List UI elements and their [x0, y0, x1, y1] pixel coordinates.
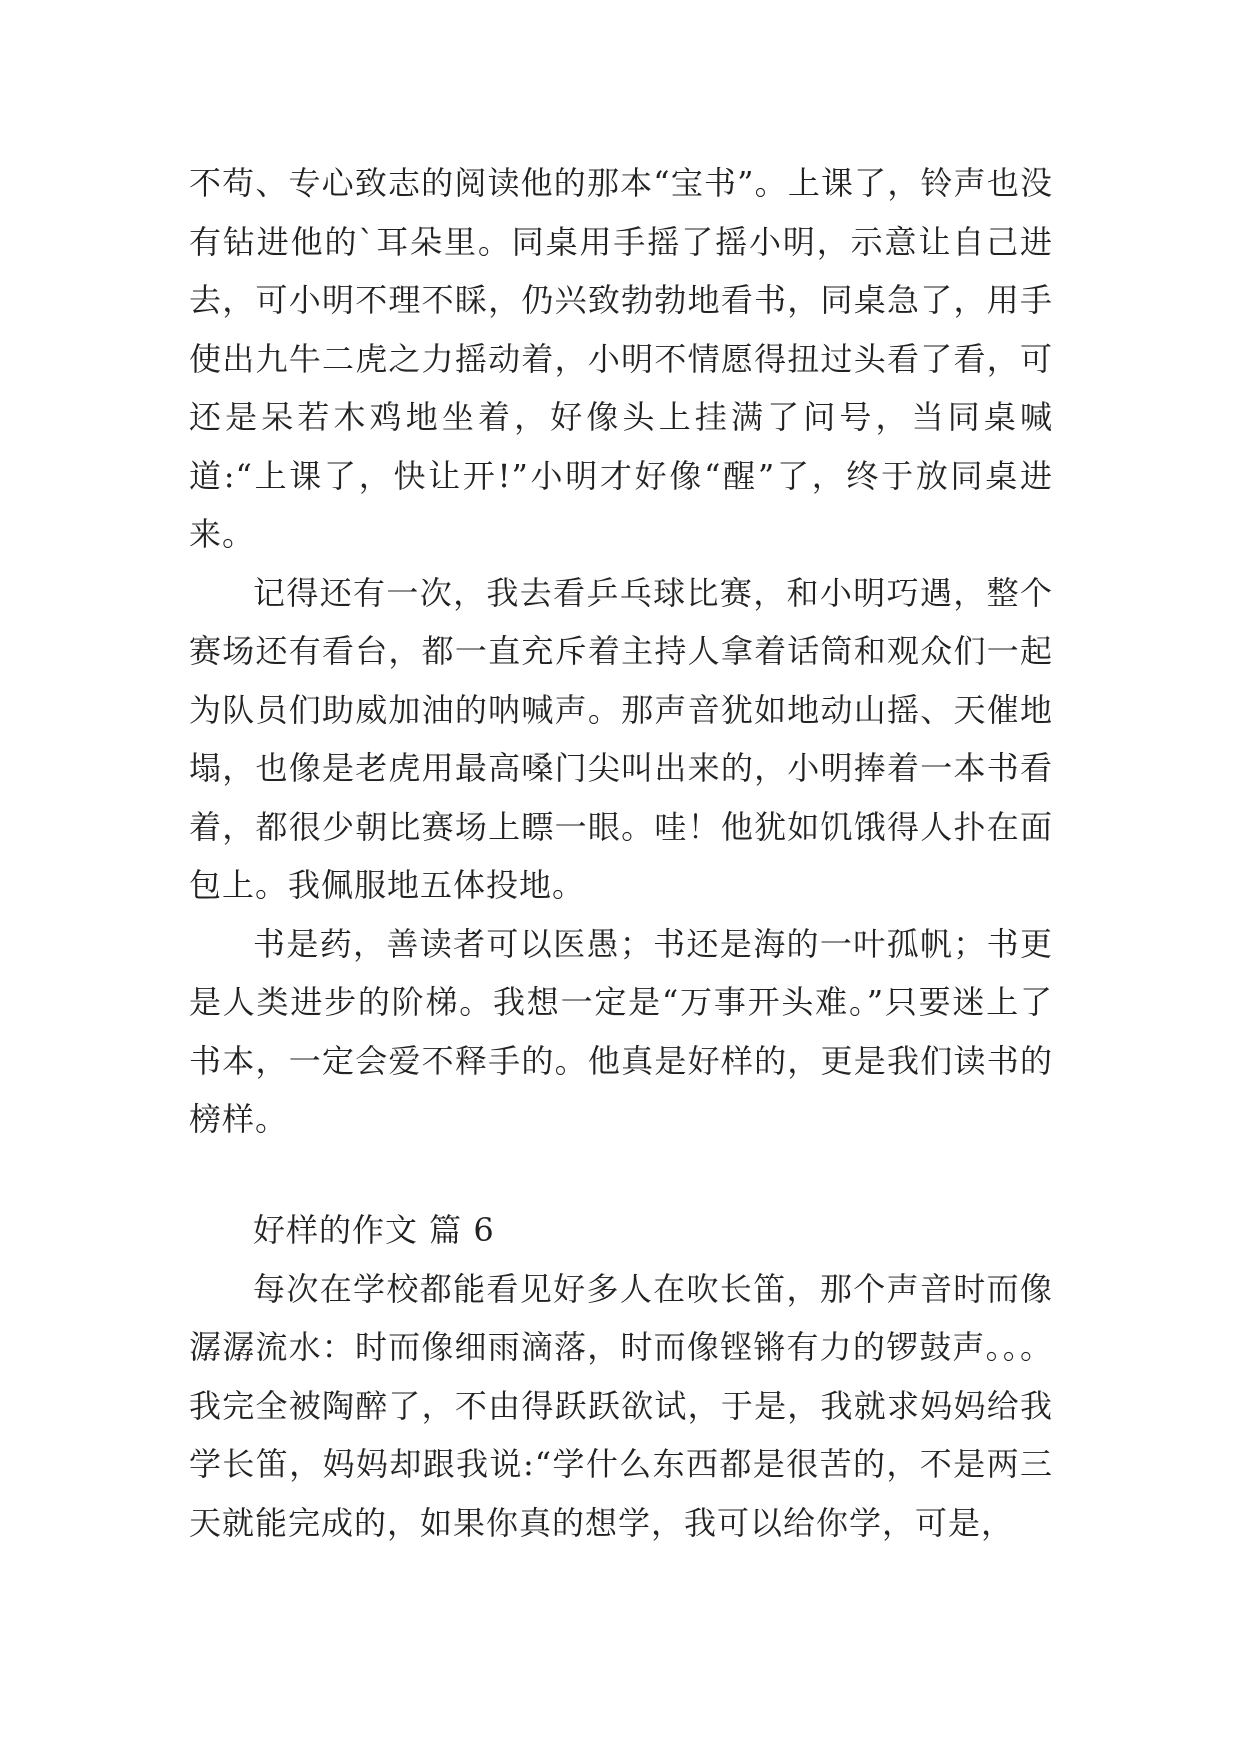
- paragraph-table-tennis: 记得还有一次，我去看乒乓球比赛，和小明巧遇，整个赛场还有看台，都一直充斥着主持人拿着话筒和观众们一起为队员们助威加油的呐喊声。那声音犹如地动山摇、天催地塌，也像是老虎用最高嗓门尖叫出来的，小明捧着一本书看着，都很少朝比赛场上瞟一眼。哇！他犹如饥饿得人扑在面包上。我佩服地五体投地。: [189, 573, 1053, 904]
- paragraph-continuation: 不苟、专心致志的阅读他的那本“宝书”。上课了，铃声也没有钻进他的`耳朵里。同桌用手摇了摇小明，示意让自己进去，可小明不理不睬，仍兴致勃勃地看书，同桌急了，用手使出九牛二虎之力摇动着，小明不情愿得扭过头看了看，可还是呆若木鸡地坐着，好像头上挂满了问号，当同桌喊道:“上课了，快让开!”小明才好像“醒”了，终于放同桌进来。: [189, 164, 1053, 553]
- section-title: 好样的作文 篇 6: [253, 1211, 495, 1249]
- essay-body-bottom: [189, 1201, 1053, 1552]
- paragraph-books-conclusion: 书是药，善读者可以医愚；书还是海的一叶孤帆；书更是人类进步的阶梯。我想一定是“万事开头难。”只要迷上了书本，一定会爱不释手的。他真是好样的，更是我们读书的榜样。: [189, 924, 1053, 1138]
- essay-body-top: [189, 154, 1053, 1149]
- paragraph-flute: 每次在学校都能看见好多人在吹长笛，那个声音时而像潺潺流水：时而像细雨滴落，时而像铿锵有力的锣鼓声。。。我完全被陶醉了，不由得跃跃欲试，于是，我就求妈妈给我学长笛，妈妈却跟我说:“学什么东西都是很苦的，不是两三天就能完成的，如果你真的想学，我可以给你学，可是，: [189, 1269, 1053, 1542]
